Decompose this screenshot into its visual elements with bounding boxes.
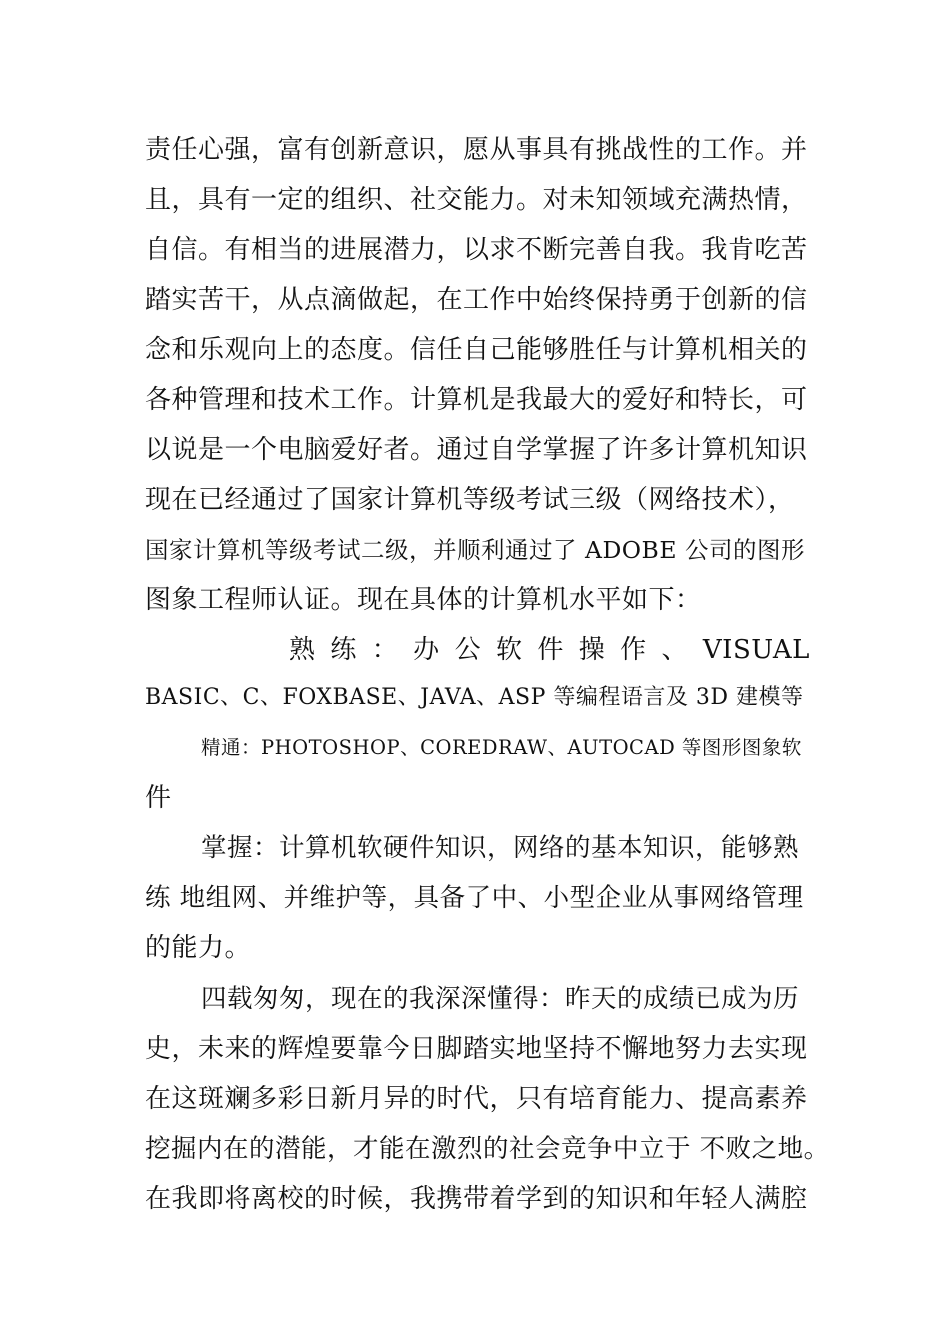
text-line-7: 以说是一个电脑爱好者。通过自学掌握了许多计算机知识 <box>145 435 808 465</box>
text-line-20: 在这斑斓多彩日新月异的时代，只有培育能力、提高素养 <box>145 1084 808 1114</box>
text-line-21: 挖掘内在的潜能，才能在激烈的社会竞争中立于 不败之地。 <box>145 1134 830 1164</box>
text-line-22: 在我即将离校的时候，我携带着学到的知识和年轻人满腔 <box>145 1184 808 1214</box>
text-line-19: 史，未来的辉煌要靠今日脚踏实地坚持不懈地努力去实现 <box>145 1034 808 1064</box>
skills-char: 办 <box>413 635 440 665</box>
text-line-18: 四载匆匆，现在的我深深懂得：昨天的成绩已成为历 <box>201 984 800 1014</box>
text-line-9: 国家计算机等级考试二级，并顺利通过了 ADOBE 公司的图形 <box>145 536 805 564</box>
text-line-1: 责任心强，富有创新意识，愿从事具有挑战性的工作。并 <box>145 135 808 165</box>
skills-char: ： <box>371 635 399 665</box>
skills-char: 练 <box>330 635 357 665</box>
skills-char: 、 <box>661 635 689 665</box>
text-line-8: 现在已经通过了国家计算机等级考试三级（网络技术）， <box>145 485 795 515</box>
text-line-6: 各种管理和技术工作。计算机是我最大的爱好和特长，可 <box>145 385 808 415</box>
text-line-17: 的能力。 <box>145 933 252 963</box>
text-line-10: 图象工程师认证。现在具体的计算机水平如下： <box>145 585 702 615</box>
text-line-4: 踏实苦干，从点滴做起，在工作中始终保持勇于创新的信 <box>145 285 808 315</box>
text-line-3: 自信。有相当的进展潜力，以求不断完善自我。我肯吃苦 <box>145 235 808 265</box>
skills-char: 作 <box>620 635 647 665</box>
text-line-15: 掌握：计算机软硬件知识，网络的基本知识，能够熟 <box>201 833 800 863</box>
skills-char: 件 <box>537 635 564 665</box>
text-line-14: 件 <box>145 783 172 813</box>
skills-char: 熟 <box>289 635 316 665</box>
text-line-16: 练 地组网、并维护等，具备了中、小型企业从事网络管理 <box>145 883 804 913</box>
text-line-12: BASIC、C、FOXBASE、JAVA、ASP 等编程语言及 3D 建模等 <box>145 685 804 710</box>
skills-char: 软 <box>495 635 523 665</box>
text-line-2: 且，具有一定的组织、社交能力。对未知领域充满热情， <box>145 185 808 215</box>
text-line-13: 精通：PHOTOSHOP、COREDRAW、AUTOCAD 等图形图象软 <box>201 736 802 759</box>
text-line-5: 念和乐观向上的态度。信任自己能够胜任与计算机相关的 <box>145 335 808 365</box>
skills-char: 公 <box>454 635 482 665</box>
skills-proficient-line <box>289 632 810 668</box>
skills-char: 操 <box>578 635 606 665</box>
skills-char: VISUAL <box>702 635 810 665</box>
